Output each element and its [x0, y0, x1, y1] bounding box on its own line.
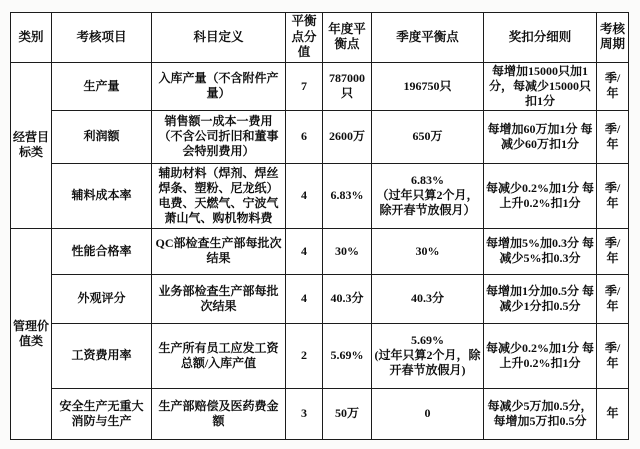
table-row: [11, 62, 629, 110]
score-cell: 3: [286, 388, 323, 439]
definition-cell: 生产部赔偿及医药费金额: [152, 388, 286, 439]
rules-cell: 每减少5万加0.5分，每增加5万扣0.5分: [484, 388, 597, 439]
score-cell: 7: [286, 62, 323, 110]
assessment-table-container: [10, 12, 629, 440]
score-cell: 4: [286, 163, 323, 228]
annual-cell: 2600万: [323, 110, 372, 163]
score-cell: 4: [286, 274, 323, 323]
quarterly-cell: 0: [372, 388, 484, 439]
rules-cell: 每减少0.2%加1分 每上升0.2%扣1分: [484, 323, 597, 388]
definition-cell: 辅助材料（焊剂、焊丝焊条、塑粉、尼龙纸）电费、天燃气、宁波气萧山气、购机物料费: [152, 163, 286, 228]
annual-cell: 787000只: [323, 62, 372, 110]
cycle-cell: 季/年: [597, 110, 629, 163]
table-row: [11, 388, 629, 439]
quarterly-cell: 650万: [372, 110, 484, 163]
definition-cell: 入库产量（不含附件产量）: [152, 62, 286, 110]
quarterly-cell: [372, 163, 484, 228]
quarterly-value: 6.83%: [411, 173, 444, 188]
cycle-cell: 季/年: [597, 228, 629, 274]
rules-cell: 每增加60万加1分 每减少60万扣1分: [484, 110, 597, 163]
definition-cell: 生产所有员工应发工资总额/入库产值: [152, 323, 286, 388]
cycle-cell: 季/年: [597, 274, 629, 323]
item-cell: 利润额: [52, 110, 152, 163]
cycle-cell: 季/年: [597, 163, 629, 228]
item-cell: 安全生产无重大消防与生产: [52, 388, 152, 439]
table-row: [11, 323, 629, 388]
definition-cell: 销售额一成本一费用（不含公司折旧和董事会特别费用）: [152, 110, 286, 163]
assessment-table: [10, 12, 629, 440]
score-cell: 4: [286, 228, 323, 274]
rules-cell: 每增加15000只加1分，每减少15000只扣1分: [484, 62, 597, 110]
annual-cell: 30%: [323, 228, 372, 274]
header-quarterly: 季度平衡点: [372, 13, 484, 63]
definition-cell: QC部检查生产部每批次结果: [152, 228, 286, 274]
cycle-cell: 年: [597, 388, 629, 439]
quarterly-cell: 30%: [372, 228, 484, 274]
header-rules: 奖扣分细则: [484, 13, 597, 63]
header-definition: 科目定义: [152, 13, 286, 63]
header-score: 平衡点分值: [286, 13, 323, 63]
item-cell: 生产量: [52, 62, 152, 110]
annual-cell: 50万: [323, 388, 372, 439]
table-row: [11, 110, 629, 163]
definition-cell: 业务部检查生产部每批次结果: [152, 274, 286, 323]
annual-cell: 40.3分: [323, 274, 372, 323]
item-cell: 工资费用率: [52, 323, 152, 388]
annual-cell: 6.83%: [323, 163, 372, 228]
rules-cell: 每增加5%加0.3分 每减少5%扣0.3分: [484, 228, 597, 274]
quarterly-note: （过年只算2个月，除开春节放假月）: [376, 188, 479, 218]
item-cell: 性能合格率: [52, 228, 152, 274]
header-row: [11, 13, 629, 63]
quarterly-cell: [372, 323, 484, 388]
header-annual: 年度平衡点: [323, 13, 372, 63]
header-item: 考核项目: [52, 13, 152, 63]
quarterly-note: (过年只算2个月，除开春节放假月): [374, 348, 481, 378]
item-cell: 外观评分: [52, 274, 152, 323]
quarterly-value: 5.69%: [411, 333, 444, 348]
header-category: 类别: [11, 13, 52, 63]
item-cell: 辅料成本率: [52, 163, 152, 228]
score-cell: 6: [286, 110, 323, 163]
annual-cell: 5.69%: [323, 323, 372, 388]
cycle-cell: 季/年: [597, 323, 629, 388]
cycle-cell: 季/年: [597, 62, 629, 110]
category-cell-operating-goals: 经营目标类: [11, 62, 52, 228]
quarterly-cell: 196750只: [372, 62, 484, 110]
score-cell: 2: [286, 323, 323, 388]
table-row: [11, 228, 629, 274]
table-row: [11, 274, 629, 323]
header-cycle: 考核周期: [597, 13, 629, 63]
quarterly-cell: 40.3分: [372, 274, 484, 323]
category-cell-management-value: 管理价值类: [11, 228, 52, 439]
rules-cell: 每减少0.2%加1分 每上升0.2%扣1分: [484, 163, 597, 228]
rules-cell: 每增加1分加0.5分 每减少1分扣0.5分: [484, 274, 597, 323]
table-row: [11, 163, 629, 228]
